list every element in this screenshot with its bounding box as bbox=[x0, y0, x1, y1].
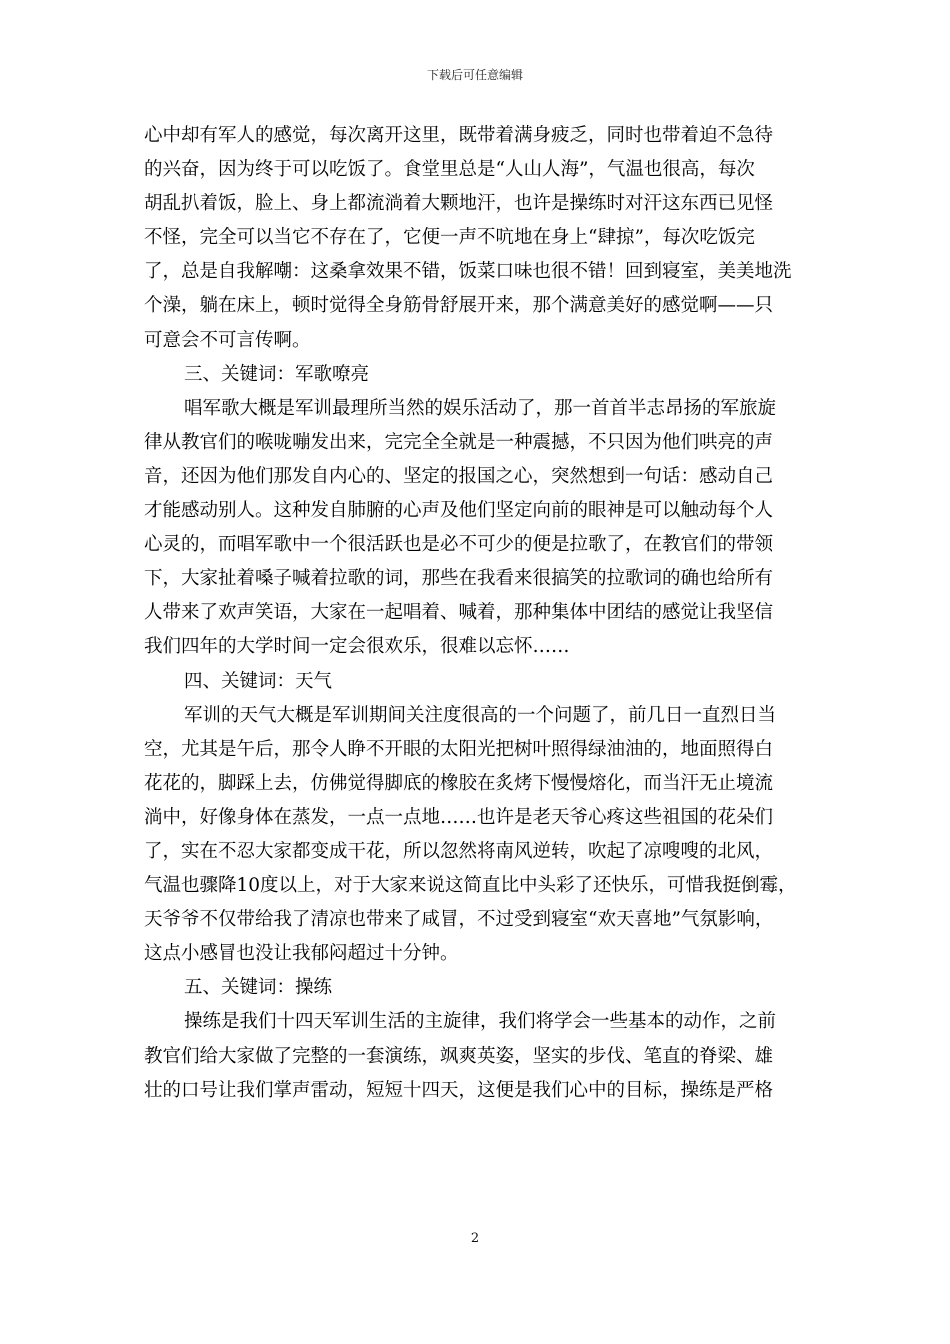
text-line: 了，总是自我解嘲：这桑拿效果不错，饭菜口味也很不错！回到寝室，美美地洗 bbox=[144, 261, 792, 283]
text-line: 这点小感冒也没让我郁闷超过十分钟。 bbox=[144, 943, 459, 965]
page-header: 下载后可任意编辑 bbox=[426, 68, 523, 82]
text-line: 了，实在不忍大家都变成干花，所以忽然将南风逆转，吹起了凉嗖嗖的北风， bbox=[144, 840, 774, 862]
text-line: 心中却有军人的感觉，每次离开这里，既带着满身疲乏，同时也带着迫不急待 bbox=[144, 125, 774, 146]
text-line: 律从教官们的喉咙嘣发出来，完完全全就是一种震撼，不只因为他们哄亮的声 bbox=[144, 431, 774, 453]
text-line: 才能感动别人。这种发自肺腑的心声及他们坚定向前的眼神是可以触动每个人 bbox=[144, 500, 774, 522]
text-line: 淌中，好像身体在蒸发，一点一点地……也许是老天爷心疼这些祖国的花朵们 bbox=[144, 806, 774, 828]
text-line: 我们四年的大学时间一定会很欢乐，很难以忘怀…… bbox=[144, 636, 570, 658]
text-line: 个澡，躺在床上，顿时觉得全身筋骨舒展开来，那个满意美好的感觉啊——只 bbox=[144, 295, 774, 317]
text-line: 军训的天气大概是军训期间关注度很高的一个问题了，前几日一直烈日当 bbox=[184, 704, 777, 726]
text-line: 音，还因为他们那发自内心的、坚定的报国之心，突然想到一句话：感动自己 bbox=[144, 465, 774, 487]
text-line: 的兴奋，因为终于可以吃饭了。食堂里总是“人山人海”，气温也很高，每次 bbox=[144, 159, 755, 181]
text-line: 五、关键词：操练 bbox=[184, 977, 333, 999]
text-line: 人带来了欢声笑语，大家在一起唱着、喊着，那种集体中团结的感觉让我坚信 bbox=[144, 602, 774, 624]
text-line: 心灵的，而唱军歌中一个很活跃也是必不可少的便是拉歌了，在教官们的带领 bbox=[144, 534, 774, 556]
text-line: 三、关键词：军歌嘹亮 bbox=[184, 363, 370, 385]
text-line: 气温也骤降10度以上，对于大家来说这简直比中头彩了还快乐，可惜我挺倒霉， bbox=[144, 875, 797, 897]
text-line: 教官们给大家做了完整的一套演练，飒爽英姿，坚实的步伐、笔直的脊梁、雄 bbox=[144, 1045, 774, 1067]
text-line: 壮的口号让我们掌声雷动，短短十四天，这便是我们心中的目标，操练是严格 bbox=[144, 1079, 774, 1101]
text-line: 下，大家扯着嗓子喊着拉歌的词，那些在我看来很搞笑的拉歌词的确也给所有 bbox=[144, 568, 774, 590]
text-line: 不怪，完全可以当它不存在了，它便一声不吭地在身上“肆掠”，每次吃饭完 bbox=[144, 227, 755, 249]
text-line: 空，尤其是午后，那令人睁不开眼的太阳光把树叶照得绿油油的，地面照得白 bbox=[144, 738, 774, 760]
text-line: 天爷爷不仅带给我了清凉也带来了咸冒，不过受到寝室“欢天喜地”气氛影响， bbox=[144, 909, 774, 931]
text-line: 唱军歌大概是军训最理所当然的娱乐活动了，那一首首半志昂扬的军旅旋 bbox=[184, 397, 777, 419]
text-line: 花花的，脚踩上去，仿佛觉得脚底的橡胶在炙烤下慢慢熔化，而当汗无止境流 bbox=[144, 772, 774, 794]
document-body bbox=[144, 119, 806, 1108]
page-number: 2 bbox=[470, 1231, 480, 1246]
text-line: 可意会不可言传啊。 bbox=[144, 329, 311, 351]
text-line: 四、关键词：天气 bbox=[184, 670, 333, 692]
text-line: 操练是我们十四天军训生活的主旋律，我们将学会一些基本的动作，之前 bbox=[184, 1011, 777, 1033]
text-line: 胡乱扒着饭，脸上、身上都流淌着大颗地汗，也许是操练时对汗这东西已见怪 bbox=[144, 193, 774, 215]
